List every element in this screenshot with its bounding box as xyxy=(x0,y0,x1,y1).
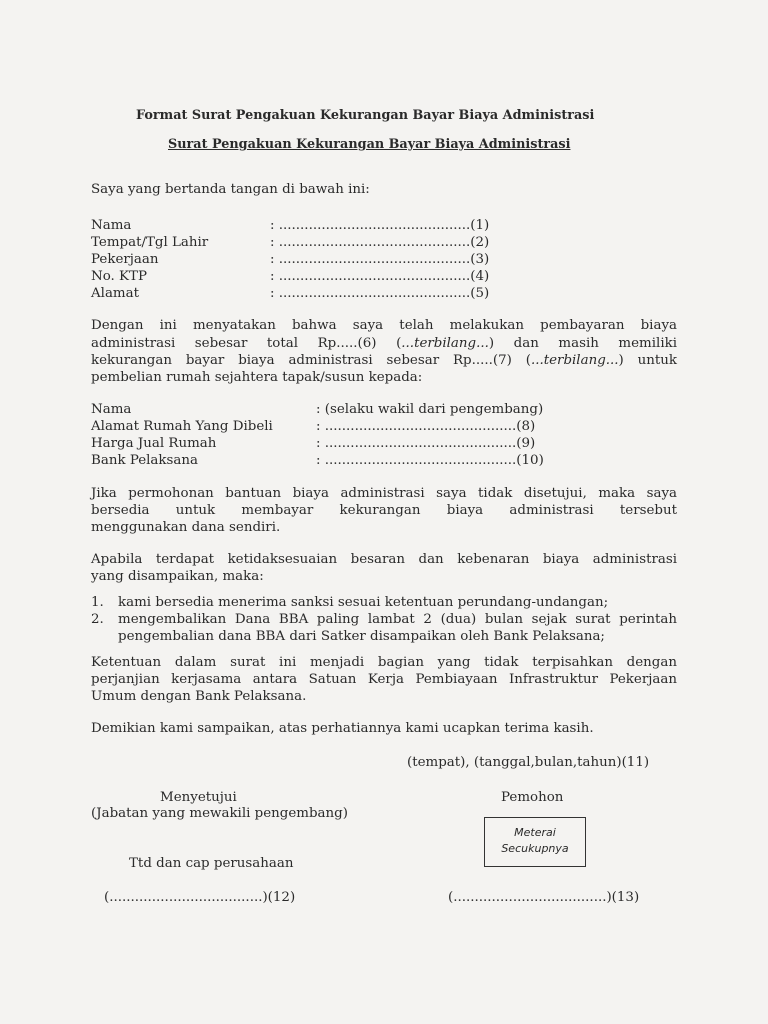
field-value: : .............................................(9) xyxy=(316,436,536,451)
applicant-name: (....................................)(13) xyxy=(448,890,640,905)
document-subtitle: Surat Pengakuan Kekurangan Bayar Biaya Administrasi xyxy=(168,137,571,152)
list-item: pengembalian dana BBA dari Satker disampaikan oleh Bank Pelaksana; xyxy=(118,629,605,644)
stamp-box xyxy=(484,817,586,867)
paragraph-line: pembelian rumah sejahtera tapak/susun kepada: xyxy=(91,370,423,385)
paragraph-line: yang disampaikan, maka: xyxy=(91,569,264,584)
line-part: kekurangan bayar biaya administrasi sebesar Rp.....(7) ( xyxy=(91,353,531,368)
field-value: : .............................................(1) xyxy=(270,218,490,233)
field-label: Alamat xyxy=(91,286,139,301)
field-label: Pekerjaan xyxy=(91,252,159,267)
terbilang-text: ...terbilang... xyxy=(530,353,619,368)
line-part: ) dan masih memiliki xyxy=(488,336,678,351)
place-date: (tempat), (tanggal,bulan,tahun)(11) xyxy=(407,755,650,770)
list-number: 2. xyxy=(91,612,104,627)
field-label: Nama xyxy=(91,402,132,417)
paragraph-line: menggunakan dana sendiri. xyxy=(91,520,281,535)
paragraph-line: perjanjian kerjasama antara Satuan Kerja Pembiayaan Infrastruktur Pekerjaan xyxy=(91,672,677,687)
paragraph-line: Jika permohonan bantuan biaya administrasi saya tidak disetujui, maka saya xyxy=(91,486,677,501)
stamp-line: Secukupnya xyxy=(501,842,569,855)
paragraph-line xyxy=(91,336,677,351)
applicant-title: Pemohon xyxy=(501,790,564,805)
list-item: mengembalikan Dana BBA paling lambat 2 (dua) bulan sejak surat perintah xyxy=(118,612,677,627)
paragraph-line: bersedia untuk membayar kekurangan biaya administrasi tersebut xyxy=(91,503,677,518)
list-number: 1. xyxy=(91,595,104,610)
field-label: Bank Pelaksana xyxy=(91,453,198,468)
field-value: : .............................................(3) xyxy=(270,252,490,267)
field-label: No. KTP xyxy=(91,269,148,284)
approver-role: (Jabatan yang mewakili pengembang) xyxy=(91,806,348,821)
field-value: : .............................................(4) xyxy=(270,269,490,284)
field-value: : .............................................(8) xyxy=(316,419,536,434)
terbilang-text: ...terbilang... xyxy=(401,336,489,351)
paragraph-line: Umum dengan Bank Pelaksana. xyxy=(91,689,307,704)
closing-text: Demikian kami sampaikan, atas perhatiannya kami ucapkan terima kasih. xyxy=(91,721,594,736)
paragraph-line: Apabila terdapat ketidaksesuaian besaran dan kebenaran biaya administrasi xyxy=(91,552,677,567)
paragraph-line xyxy=(91,353,677,368)
field-label: Tempat/Tgl Lahir xyxy=(91,235,209,250)
approver-title: Menyetujui xyxy=(160,790,237,805)
field-label: Alamat Rumah Yang Dibeli xyxy=(91,419,273,434)
field-value: : .............................................(10) xyxy=(316,453,544,468)
field-value: : .............................................(2) xyxy=(270,235,490,250)
document-title: Format Surat Pengakuan Kekurangan Bayar Biaya Administrasi xyxy=(136,108,595,123)
field-label: Harga Jual Rumah xyxy=(91,436,217,451)
approver-name: (....................................)(12) xyxy=(104,890,296,905)
list-item: kami bersedia menerima sanksi sesuai ketentuan perundang-undangan; xyxy=(118,595,609,610)
intro-text: Saya yang bertanda tangan di bawah ini: xyxy=(91,182,370,197)
field-value: : (selaku wakil dari pengembang) xyxy=(316,402,544,417)
approver-note: Ttd dan cap perusahaan xyxy=(129,856,294,871)
paragraph-line: Dengan ini menyatakan bahwa saya telah melakukan pembayaran biaya xyxy=(91,318,677,333)
stamp-line: Meterai xyxy=(514,826,556,839)
line-part: ) untuk xyxy=(618,353,677,368)
paragraph-line: Ketentuan dalam surat ini menjadi bagian yang tidak terpisahkan dengan xyxy=(91,655,677,670)
field-value: : .............................................(5) xyxy=(270,286,490,301)
field-label: Nama xyxy=(91,218,132,233)
line-part: administrasi sebesar total Rp.....(6) ( xyxy=(91,336,402,351)
